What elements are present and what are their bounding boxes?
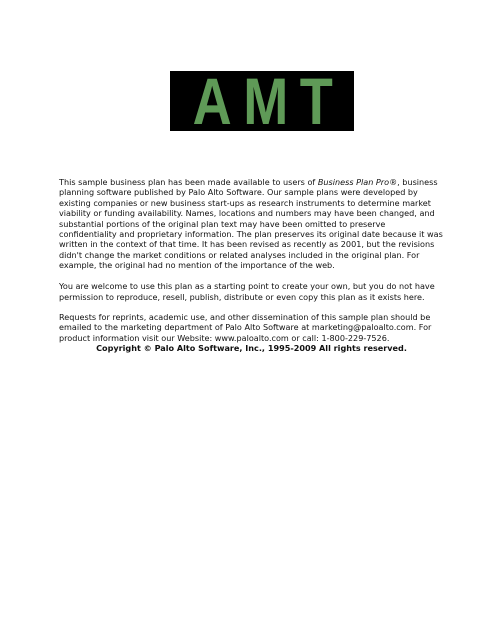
intro-text-rest: ®, business planning software published by Palo Alto Software. Our sample plans were developed by existing companies or new business start-ups as research instruments to determine market viability or funding availability. Names, locations and numbers may have been changed, and substantial portions of the original plan text may have been omitted to preserve confidentiality and proprietary information. The plan preserves its original date because it was written in the context of that time. It has been revised as recently as 2001, but the revisions didn't change the market conditions or related analyses included in the original plan. For example, the original had no mention of the importance of the web.	[59, 177, 443, 271]
copyright-notice: Copyright © Palo Alto Software, Inc., 1995-2009 All rights reserved.	[96, 343, 407, 353]
product-name: Business Plan Pro	[317, 177, 390, 187]
welcome-paragraph: You are welcome to use this plan as a starting point to create your own, but you do not have permission to reproduce, resell, publish, distribute or even copy this plan as it exists here.	[59, 281, 435, 302]
logo-text: AMT	[192, 64, 344, 138]
disclaimer-body	[59, 177, 444, 353]
intro-paragraph	[59, 177, 444, 271]
intro-text-start: This sample business plan has been made available to users of	[59, 177, 318, 187]
requests-paragraph: Requests for reprints, academic use, and other dissemination of this sample plan should be emailed to the marketing department of Palo Alto Software at marketing@paloalto.com. For product information visit our Website: www.paloalto.com or call: 1-800-229-7526.	[59, 311, 432, 343]
amt-logo	[170, 64, 354, 138]
